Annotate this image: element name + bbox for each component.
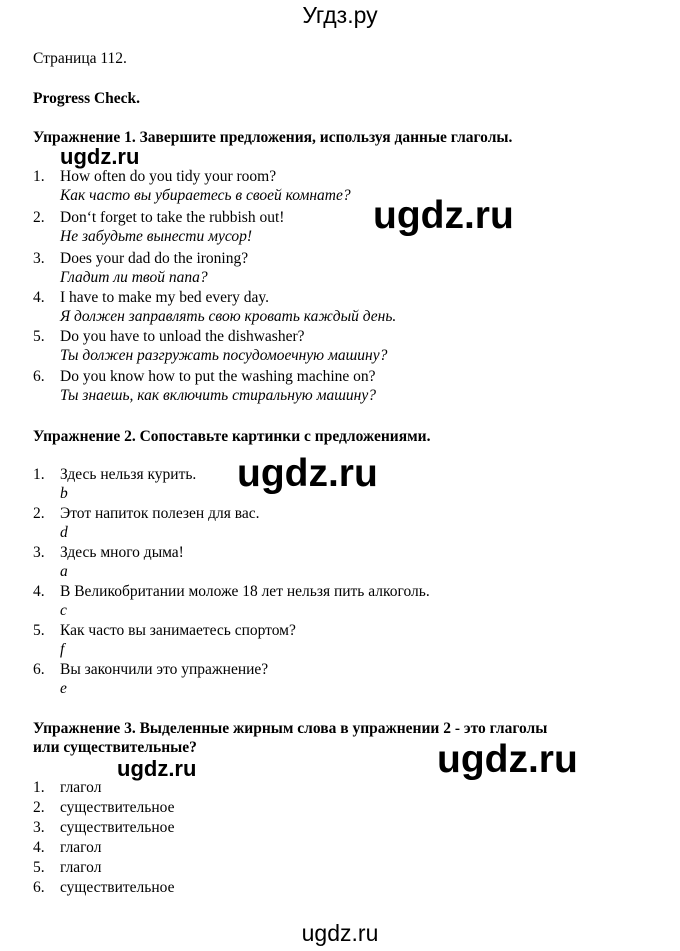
list-item-number: 4.	[33, 583, 45, 600]
list-item-number: 6.	[33, 879, 45, 896]
exercise3-title-continued: или существительные?	[33, 739, 197, 756]
list-item-number: 5.	[33, 859, 45, 876]
exercise3-answer: существительное	[60, 819, 175, 836]
list-item-number: 5.	[33, 328, 45, 345]
exercise2-sentence: Как часто вы занимаетесь спортом?	[60, 622, 296, 639]
exercise2-answer: c	[60, 602, 67, 619]
list-item-number: 2.	[33, 209, 45, 226]
list-item-number: 1.	[33, 466, 45, 483]
section-title: Progress Check.	[33, 90, 141, 107]
exercise1-sentence-ru: Гладит ли твой папа?	[60, 269, 208, 286]
list-item-number: 5.	[33, 622, 45, 639]
exercise1-sentence-en: Does your dad do the ironing?	[60, 250, 249, 267]
exercise1-sentence-en: Don‘t forget to take the rubbish out!	[60, 209, 285, 226]
exercise1-sentence-ru: Я должен заправлять свою кровать каждый день.	[60, 308, 397, 325]
exercise1-sentence-en: Do you know how to put the washing machine on?	[60, 368, 376, 385]
exercise1-title: Упражнение 1. Завершите предложения, используя данные глаголы.	[33, 129, 513, 146]
watermark: ugdz.ru	[237, 452, 378, 495]
exercise1-sentence-en: I have to make my bed every day.	[60, 289, 270, 306]
list-item-number: 3.	[33, 819, 45, 836]
exercise1-sentence-en: How often do you tidy your room?	[60, 168, 277, 185]
exercise2-answer: e	[60, 680, 67, 697]
watermark: ugdz.ru	[373, 194, 514, 237]
site-footer: ugdz.ru	[301, 920, 379, 946]
exercise2-sentence: Вы закончили это упражнение?	[60, 661, 269, 678]
exercise1-sentence-en: Do you have to unload the dishwasher?	[60, 328, 305, 345]
list-item-number: 6.	[33, 661, 45, 678]
list-item-number: 6.	[33, 368, 45, 385]
exercise3-answer: глагол	[60, 779, 102, 796]
exercise2-title: Упражнение 2. Сопоставьте картинки с предложениями.	[33, 428, 431, 445]
exercise2-sentence: Здесь нельзя курить.	[60, 466, 197, 483]
list-item-number: 3.	[33, 250, 45, 267]
exercise3-answer: существительное	[60, 879, 175, 896]
list-item-number: 1.	[33, 779, 45, 796]
exercise2-answer: f	[60, 641, 65, 658]
watermark: ugdz.ru	[117, 756, 197, 781]
exercise2-sentence: Этот напиток полезен для вас.	[60, 505, 260, 522]
list-item-number: 4.	[33, 839, 45, 856]
exercise2-sentence: В Великобритании моложе 18 лет нельзя пить алкоголь.	[60, 583, 430, 600]
exercise3-answer: глагол	[60, 839, 102, 856]
site-header: Угдз.ру	[302, 2, 378, 28]
exercise1-sentence-ru: Ты должен разгружать посудомоечную машину?	[60, 347, 388, 364]
exercise3-answer: глагол	[60, 859, 102, 876]
watermark: ugdz.ru	[437, 738, 578, 781]
exercise3-title: Упражнение 3. Выделенные жирным слова в упражнении 2 - это глаголы	[33, 720, 548, 737]
exercise2-sentence: Здесь много дыма!	[60, 544, 184, 561]
exercise2-answer: d	[60, 524, 68, 541]
page-label: Страница 112.	[33, 50, 127, 67]
list-item-number: 4.	[33, 289, 45, 306]
exercise1-sentence-ru: Ты знаешь, как включить стиральную машину?	[60, 387, 377, 404]
list-item-number: 2.	[33, 799, 45, 816]
exercise3-answer: существительное	[60, 799, 175, 816]
list-item-number: 2.	[33, 505, 45, 522]
watermark: ugdz.ru	[60, 144, 140, 169]
exercise1-sentence-ru: Не забудьте вынести мусор!	[60, 228, 253, 245]
list-item-number: 1.	[33, 168, 45, 185]
exercise2-answer: a	[60, 563, 68, 580]
exercise2-answer: b	[60, 485, 68, 502]
exercise1-sentence-ru: Как часто вы убираетесь в своей комнате?	[60, 187, 351, 204]
list-item-number: 3.	[33, 544, 45, 561]
